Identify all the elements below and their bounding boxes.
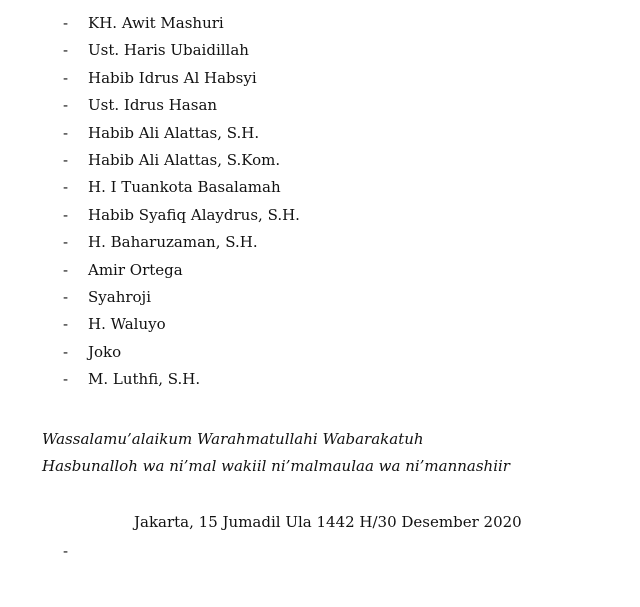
list-bullet: -: [63, 287, 69, 306]
trailing-bullet: -: [63, 542, 69, 560]
signatory-name: H. Waluyo: [88, 315, 166, 334]
signatory-name: H. Baharuzaman, S.H.: [88, 233, 258, 252]
signatory-list: [0, 10, 640, 393]
list-bullet: -: [63, 233, 69, 252]
signatory-name: Habib Idrus Al Habsyi: [88, 68, 257, 87]
list-item: [0, 65, 640, 92]
list-item: [0, 339, 640, 366]
list-bullet: -: [63, 150, 69, 169]
list-item: [0, 229, 640, 256]
list-bullet: -: [63, 68, 69, 87]
signatory-name: Syahroji: [88, 287, 152, 306]
list-bullet: -: [63, 370, 69, 389]
list-bullet: -: [63, 342, 69, 361]
list-item: [0, 311, 640, 338]
signatory-name: Ust. Haris Ubaidillah: [88, 41, 249, 60]
signatory-name: Habib Syafiq Alaydrus, S.H.: [88, 205, 300, 224]
list-bullet: -: [63, 260, 69, 279]
list-item: [0, 366, 640, 393]
list-bullet: -: [63, 96, 69, 115]
place-and-date: Jakarta, 15 Jumadil Ula 1442 H/30 Desember 2020: [134, 513, 522, 531]
signatory-name: Ust. Idrus Hasan: [88, 96, 218, 115]
list-item: [0, 174, 640, 201]
list-bullet: -: [63, 123, 69, 142]
closing-prayer: Hasbunalloh wa ni’mal wakiil ni’malmaulaa wa ni’mannashiir: [42, 457, 510, 475]
list-item: [0, 147, 640, 174]
list-item: [0, 37, 640, 64]
signatory-name: Amir Ortega: [88, 260, 183, 279]
list-item: [0, 202, 640, 229]
list-bullet: -: [63, 178, 69, 197]
signatory-name: Joko: [88, 342, 122, 361]
closing-greeting: Wassalamu’alaikum Warahmatullahi Wabarakatuh: [42, 430, 424, 448]
signatory-name: M. Luthfi, S.H.: [88, 370, 201, 389]
signatory-name: Habib Ali Alattas, S.H.: [88, 123, 260, 142]
list-bullet: -: [63, 205, 69, 224]
list-item: [0, 120, 640, 147]
list-item: [0, 257, 640, 284]
signatory-name: H. I Tuankota Basalamah: [88, 178, 281, 197]
signatory-name: Habib Ali Alattas, S.Kom.: [88, 150, 281, 169]
signatory-name: KH. Awit Mashuri: [88, 14, 224, 32]
list-item: [0, 284, 640, 311]
list-bullet: -: [63, 41, 69, 60]
list-bullet: -: [63, 14, 69, 32]
list-item: [0, 10, 640, 37]
list-item: [0, 92, 640, 119]
list-bullet: -: [63, 315, 69, 334]
